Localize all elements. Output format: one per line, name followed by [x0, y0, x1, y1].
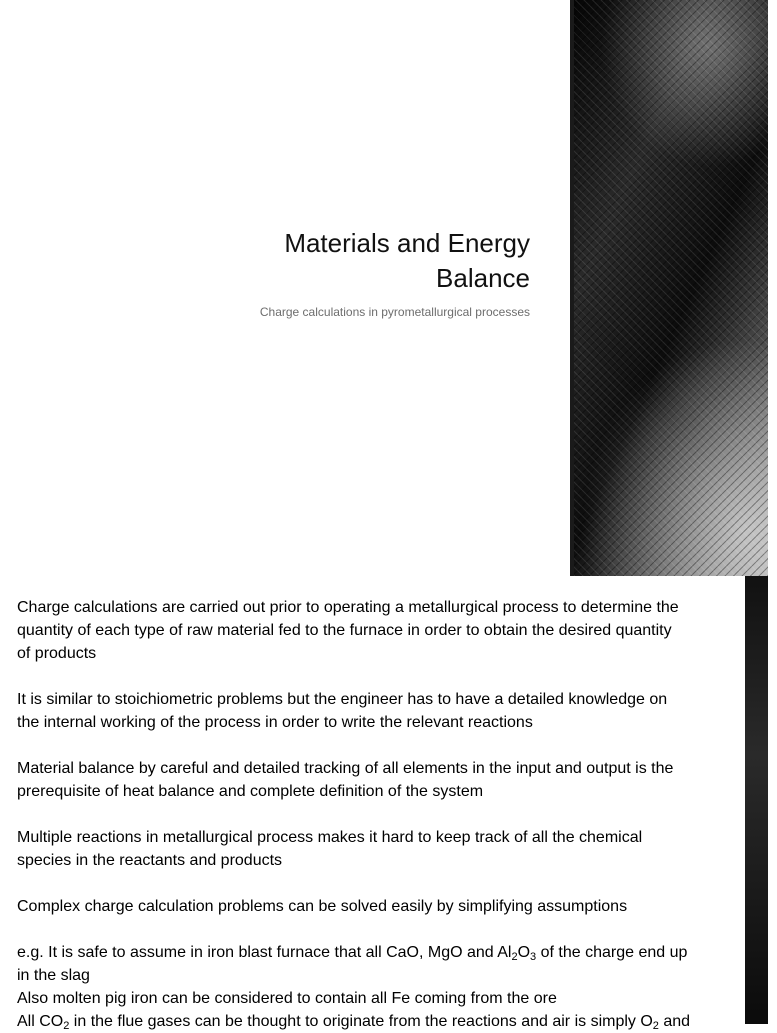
paragraph-line: prerequisite of heat balance and complete definition of the system: [17, 783, 484, 800]
subscript: 2: [63, 1020, 70, 1032]
decorative-mesh-panel: [574, 0, 768, 576]
example-text: and: [658, 1013, 691, 1030]
paragraph-line: It is similar to stoichiometric problems but the engineer has to have a detailed knowledge on: [17, 691, 668, 708]
example-line-3: Also molten pig iron can be considered to contain all Fe coming from the ore: [17, 990, 557, 1007]
paragraph-1: [17, 596, 777, 665]
paragraph-line: of products: [17, 645, 97, 662]
example-text: in the flue gases can be thought to originate from the reactions and air is simply O: [69, 1013, 653, 1030]
paragraph-line: the internal working of the process in order to write the relevant reactions: [17, 714, 533, 731]
paragraph-5: [17, 895, 777, 918]
paragraph-line: Multiple reactions in metallurgical process makes it hard to keep track of all the chemical: [17, 829, 643, 846]
example-text: O: [517, 944, 531, 961]
subscript: 2: [511, 951, 518, 963]
paragraph-line: Complex charge calculation problems can be solved easily by simplifying assumptions: [17, 898, 628, 915]
content-slide: [0, 576, 768, 1032]
bullet-content: [17, 596, 777, 1033]
paragraph-4: [17, 826, 777, 872]
paragraph-line: Charge calculations are carried out prior to operating a metallurgical process to determine the: [17, 599, 679, 616]
title-line-2: Balance: [436, 263, 530, 293]
example-line-4: [17, 1010, 777, 1033]
example-text: of the charge end up: [536, 944, 688, 961]
paragraph-line: Material balance by careful and detailed tracking of all elements in the input and output is the: [17, 760, 674, 777]
paragraph-3: [17, 757, 777, 803]
example-text: All CO: [17, 1013, 64, 1030]
paragraph-line: species in the reactants and products: [17, 852, 283, 869]
subscript: 3: [530, 951, 537, 963]
example-line-2: in the slag: [17, 967, 90, 984]
decorative-edge-panel: [742, 576, 768, 1024]
paragraph-line: quantity of each type of raw material fed to the furnace in order to obtain the desired quantity: [17, 622, 672, 639]
title-line-1: Materials and Energy: [284, 228, 530, 258]
slide-title: [150, 226, 530, 296]
slide-subtitle: Charge calculations in pyrometallurgical processes: [259, 305, 530, 319]
example-line-1: [17, 941, 777, 964]
example-text: e.g. It is safe to assume in iron blast furnace that all CaO, MgO and Al: [17, 944, 512, 961]
paragraph-example: [17, 941, 777, 1033]
paragraph-2: [17, 688, 777, 734]
subscript: 2: [652, 1020, 659, 1032]
